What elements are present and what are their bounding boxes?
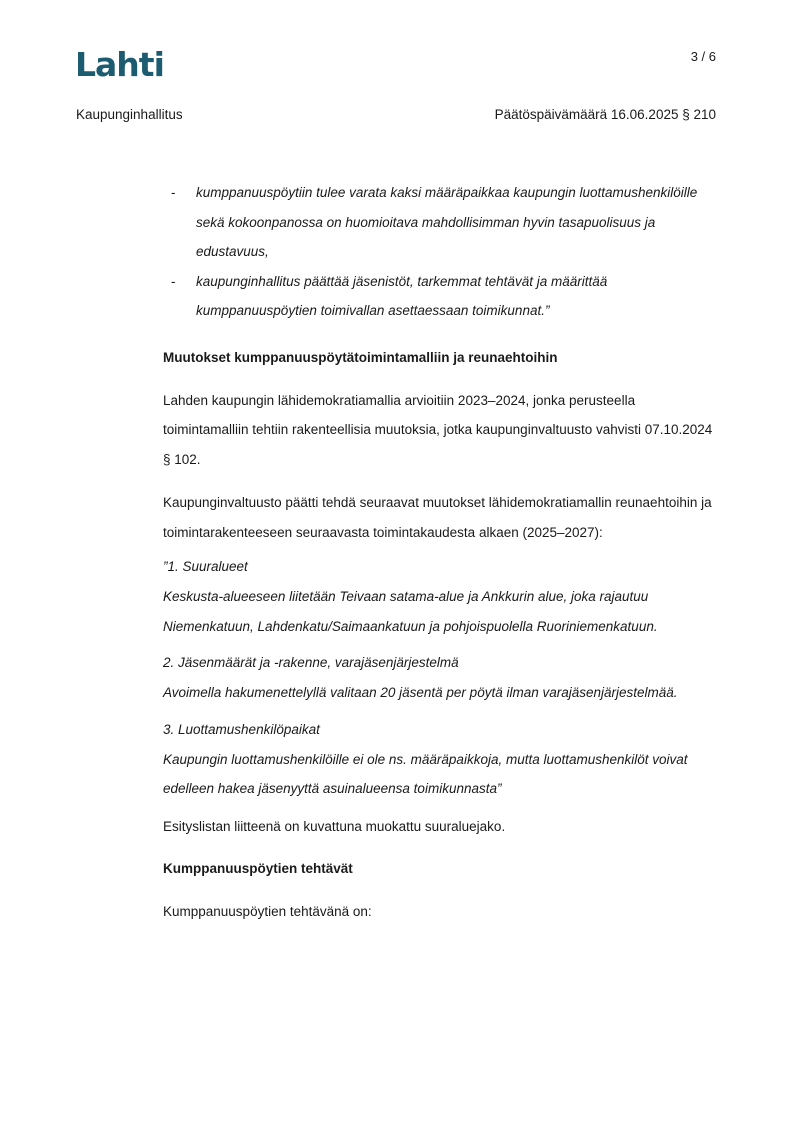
lahti-logo (75, 45, 164, 84)
quote-item-title: ”1. Suuralueet (163, 559, 248, 574)
paragraph: Esityslistan liitteenä on kuvattuna muokattu suuraluejako. (163, 818, 506, 834)
quote-item-title: 2. Jäsenmäärät ja -rakenne, varajäsenjärjestelmä (163, 655, 459, 670)
list-item: - kumppanuuspöytiin tulee varata kaksi määräpaikkaa kaupungin luottamushenkilöille sekä kokoonpanossa on huomioitava mahdollisimman hyvin tasapuolisuus ja edustavuus, (162, 178, 722, 267)
quote-item-text: Kaupungin luottamushenkilöille ei ole ns. määräpaikkoja, mutta luottamushenkilöt voivat edelleen hakea jäsenyyttä asuinalueensa toimikunnasta” (163, 751, 688, 796)
dash-marker: - (171, 273, 176, 289)
section-heading: Muutokset kumppanuuspöytätoimintamalliin ja reunaehtoihin (163, 349, 558, 365)
quote-item-title: 3. Luottamushenkilöpaikat (163, 721, 320, 737)
list-item: - kaupunginhallitus päättää jäsenistöt, tarkemmat tehtävät ja määrittää kumppanuuspöytien toimivallan asettaessaan toimikunnat.” (162, 267, 722, 326)
dash-marker: - (171, 185, 176, 200)
paragraph: Kumppanuuspöytien tehtävänä on: (163, 903, 372, 919)
header-decision-date: Päätöspäivämäärä 16.06.2025 § 210 (494, 107, 716, 122)
document-body (163, 178, 723, 922)
section-heading: Kumppanuuspöytien tehtävät (163, 860, 353, 876)
quote-item-text: Keskusta-alueeseen liitetään Teivaan satama-alue ja Ankkurin alue, joka rajautuu Niemenkatuun, Lahdenkatu/Saimaankatuun ja pohjoispuolella Ruoriniemenkatuun. (163, 589, 658, 634)
header-organization: Kaupunginhallitus (76, 107, 183, 122)
quote-item-text: Avoimella hakumenettelyllä valitaan 20 jäsentä per pöytä ilman varajäsenjärjestelmää. (163, 685, 678, 700)
bullet-list (162, 178, 722, 326)
page-number: 3 / 6 (690, 49, 716, 64)
paragraph: Kaupunginvaltuusto päätti tehdä seuraavat muutokset lähidemokratiamallin reunaehtoihin ja toimintarakenteeseen seuraavasta toimintakaudesta alkaen (2025–2027): (163, 495, 712, 540)
logo-wordmark: Lahti (75, 45, 164, 84)
paragraph: Lahden kaupungin lähidemokratiamallia arvioitiin 2023–2024, jonka perusteella toimintamalliin tehtiin rakenteellisia muutoksia, jotka kaupunginvaltuusto vahvisti 07.10.2024 § 102. (163, 392, 713, 467)
